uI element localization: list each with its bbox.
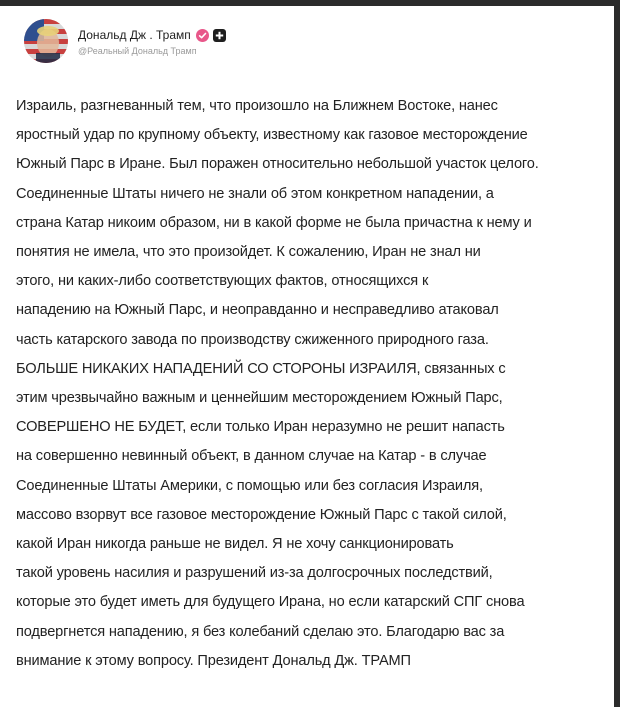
name-row	[78, 26, 226, 44]
post-text-line: нападению на Южный Парс, и неоправданно и несправедливо атаковал	[16, 302, 499, 319]
author-display-name[interactable]: Дональд Дж . Трамп	[78, 28, 191, 42]
author-handle[interactable]: @Реальный Дональд Трамп	[78, 46, 197, 56]
author-info	[78, 26, 226, 56]
post-header	[24, 16, 226, 66]
post-text-line: страна Катар никоим образом, ни в какой форме не была причастна к нему и	[16, 214, 532, 231]
post-text-line: Соединенные Штаты ничего не знали об этом конкретном нападении, а	[16, 185, 494, 202]
post-text-line: какой Иран никогда раньше не видел. Я не хочу санкционировать	[16, 536, 454, 553]
verified-badge-icon	[196, 29, 209, 42]
post-text-line: Южный Парс в Иране. Был поражен относительно небольшой участок целого.	[16, 156, 539, 173]
avatar[interactable]	[24, 19, 68, 63]
post-text-line: Соединенные Штаты Америки, с помощью или без согласия Израиля,	[16, 477, 483, 494]
post-text-line: внимание к этому вопросу. Президент Дональд Дж. ТРАМП	[16, 652, 411, 669]
plus-icon[interactable]	[213, 29, 226, 42]
post-text-line: часть катарского завода по производству сжиженного природного газа.	[16, 331, 489, 348]
right-border	[614, 0, 620, 707]
post-text-line: такой уровень насилия и разрушений из-за долгосрочных последствий,	[16, 565, 493, 582]
top-border	[0, 0, 620, 6]
post-text-line: СОВЕРШЕНО НЕ БУДЕТ, если только Иран неразумно не решит напасть	[16, 419, 505, 436]
post-text-line: этого, ни каких-либо соответствующих фактов, относящихся к	[16, 273, 429, 290]
avatar-flag-portrait-icon	[24, 19, 68, 63]
post-text-line: этим чрезвычайно важным и ценнейшим месторождением Южный Парс,	[16, 390, 503, 407]
post-text-line: которые это будет иметь для будущего Ирана, но если катарский СПГ снова	[16, 594, 525, 611]
post-text-line: яростный удар по крупному объекту, известному как газовое месторождение	[16, 127, 528, 144]
post-text-line: понятия не имела, что это произойдет. К сожалению, Иран не знал ни	[16, 244, 481, 261]
post-text	[16, 92, 606, 676]
post-text-line: Израиль, разгневанный тем, что произошло на Ближнем Востоке, нанес	[16, 98, 498, 114]
post-text-line: подвергнется нападению, я без колебаний сделаю это. Благодарю вас за	[16, 623, 505, 640]
post-text-line: БОЛЬШЕ НИКАКИХ НАПАДЕНИЙ СО СТОРОНЫ ИЗРАИЛЯ, связанных с	[16, 360, 506, 377]
post-text-line: на совершенно невинный объект, в данном случае на Катар - в случае	[16, 448, 487, 465]
post-text-line: массово взорвут все газовое месторождение Южный Парс с такой силой,	[16, 506, 507, 523]
